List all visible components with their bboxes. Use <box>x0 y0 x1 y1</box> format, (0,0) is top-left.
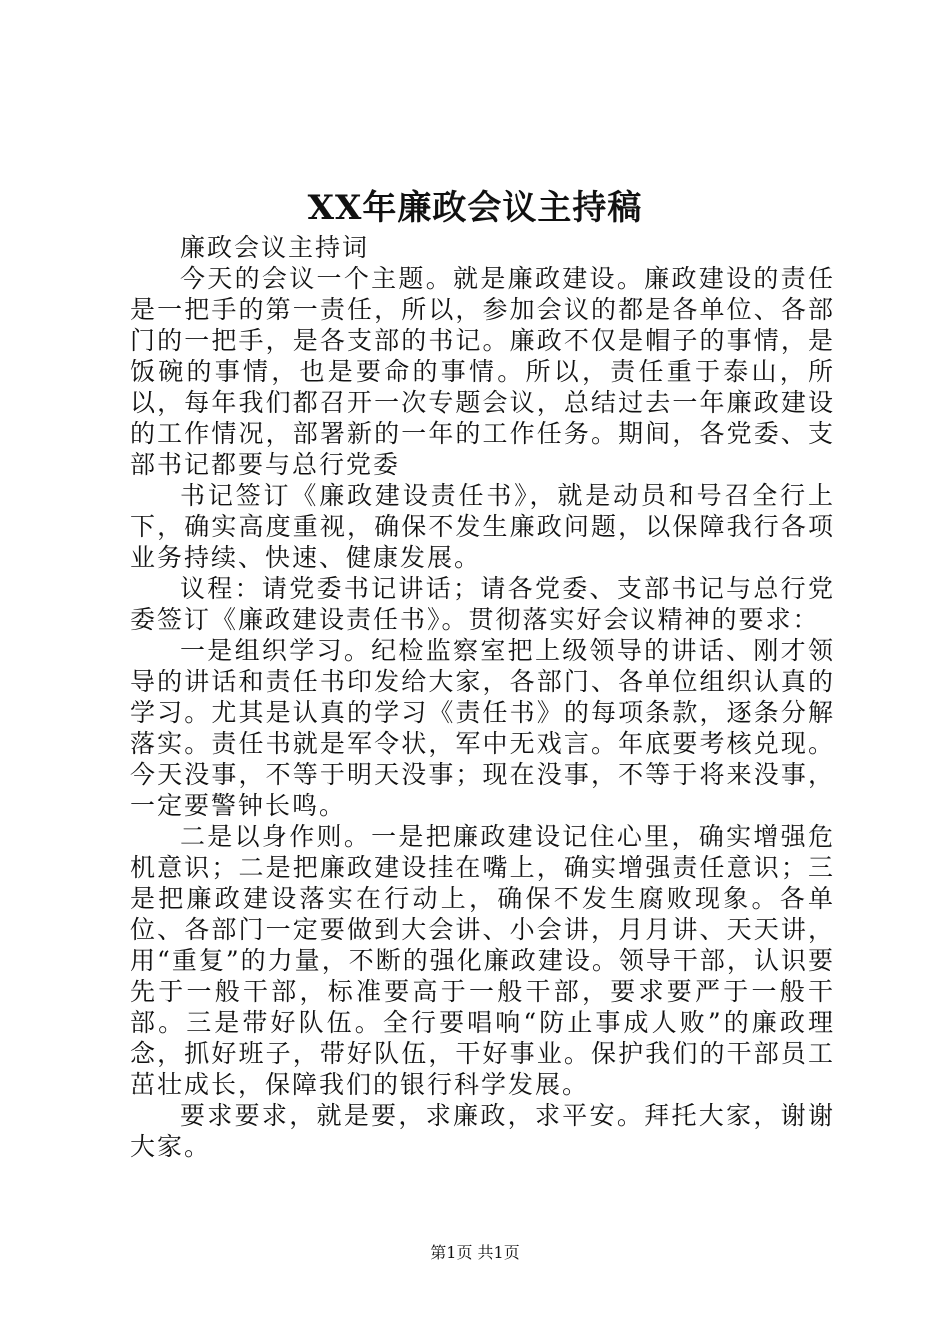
paragraph-closing: 要求要求，就是要，求廉政，求平安。拜托大家，谢谢大家。 <box>130 1101 835 1161</box>
document-title: XX年廉政会议主持稿 <box>307 188 643 228</box>
paragraph-point-two: 二是以身作则。一是把廉政建设记住心里，确实增强危机意识；二是把廉政建设挂在嘴上，确实增强责任意识；三是把廉政建设落实在行动上，确保不发生腐败现象。各单位、各部门一定要做到大会讲、小会讲，月月讲、天天讲，用“重复”的力量，不断的强化廉政建设。领导干部，认识要先于一般干部，标准要高于一般干部，要求要严于一般干部。三是带好队伍。全行要唱响“防止事成人败”的廉政理念，抓好班子，带好队伍，干好事业。保护我们的干部员工茁壮成长，保障我们的银行科学发展。 <box>130 822 835 1099</box>
paragraph-point-one: 一是组织学习。纪检监察室把上级领导的讲话、刚才领导的讲话和责任书印发给大家，各部门、各单位组织认真的学习。尤其是认真的学习《责任书》的每项条款，逐条分解落实。责任书就是军令状，军中无戏言。年底要考核兑现。今天没事，不等于明天没事；现在没事，不等于将来没事，一定要警钟长鸣。 <box>130 636 835 820</box>
paragraph-signing: 书记签订《廉政建设责任书》，就是动员和号召全行上下，确实高度重视，确保不发生廉政问题，以保障我行各项业务持续、快速、健康发展。 <box>130 481 835 572</box>
page-number-footer: 第1页 共1页 <box>430 1243 520 1262</box>
document-body <box>130 232 835 1162</box>
paragraph-subtitle: 廉政会议主持词 <box>180 233 370 262</box>
paragraph-agenda: 议程：请党委书记讲话；请各党委、支部书记与总行党委签订《廉政建设责任书》。贯彻落实好会议精神的要求： <box>130 574 835 634</box>
paragraph-intro: 今天的会议一个主题。就是廉政建设。廉政建设的责任是一把手的第一责任，所以，参加会议的都是各单位、各部门的一把手，是各支部的书记。廉政不仅是帽子的事情，是饭碗的事情，也是要命的事情。所以，责任重于泰山，所以，每年我们都召开一次专题会议，总结过去一年廉政建设的工作情况，部署新的一年的工作任务。期间，各党委、支部书记都要与总行党委 <box>130 264 835 479</box>
